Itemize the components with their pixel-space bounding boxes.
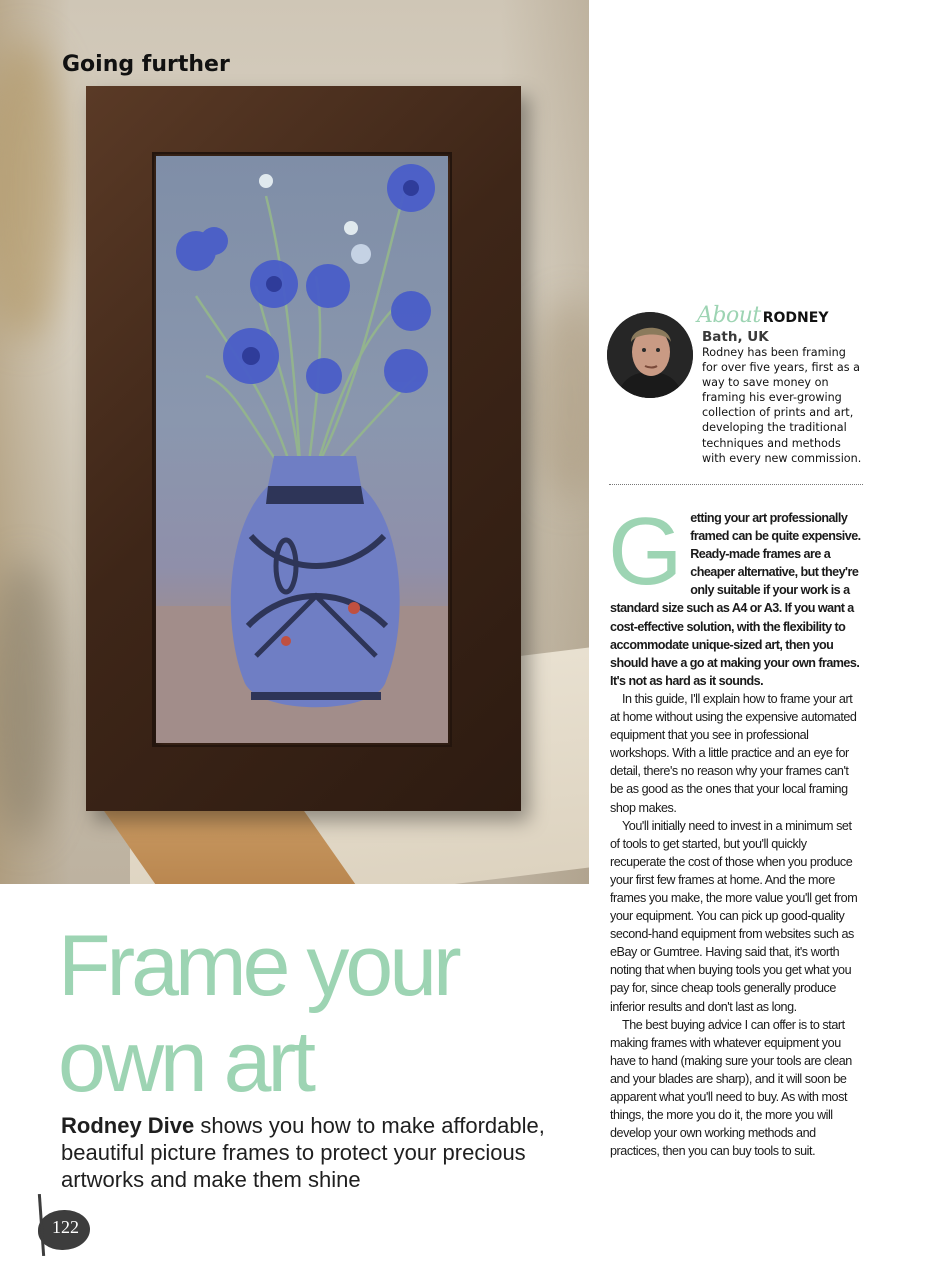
headline-line-1: Frame your bbox=[58, 918, 458, 1014]
article-paragraph: The best buying advice I can offer is to start making frames with whatever equipment you have to hand (making sure your tools are clean and your blades are sharp), and it will soon be apparent what you'll need to buy. As with most things, the more you do it, the more you will develop your own working methods and practices, then you can buy tools to suit. bbox=[610, 1017, 852, 1159]
about-heading bbox=[697, 303, 828, 328]
page-number: 122 bbox=[52, 1217, 79, 1237]
standfirst bbox=[61, 1112, 586, 1193]
hero-photo bbox=[0, 0, 589, 884]
standfirst-text: shows you how to make affordable, beautiful picture frames to protect your precious artworks and make them shine bbox=[61, 1113, 545, 1192]
article-paragraph: In this guide, I'll explain how to frame your art at home without using the expensive automated equipment that you see in professional workshops. With a little practice and an eye for detail, there's no reason why your frames can't be as good as the ones that your local framing shop makes. bbox=[610, 691, 857, 815]
about-script-label: About bbox=[697, 303, 761, 328]
about-location: Bath, UK bbox=[702, 329, 769, 345]
author-avatar bbox=[607, 312, 693, 398]
page-folio bbox=[34, 1194, 94, 1258]
headline bbox=[58, 918, 578, 1110]
divider bbox=[609, 484, 863, 485]
author-name: Rodney Dive bbox=[61, 1113, 195, 1138]
flower-vase-painting bbox=[156, 156, 448, 743]
section-label: Going further bbox=[62, 52, 230, 77]
drop-cap: G bbox=[608, 498, 683, 605]
picture-frame bbox=[86, 86, 521, 811]
article-body bbox=[608, 498, 864, 1160]
about-bio: Rodney has been framing for over five years, first as a way to save money on framing his ever-growing collection of prints and art, developing the traditional techniques and methods with every new commission. bbox=[702, 346, 862, 465]
article-intro: etting your art professionally framed can be quite expensive. Ready-made frames are a cheaper alternative, but they're only suitable if your work is a standard size such as A4 or A3. If you want a cost-effective solution, with the flexibility to accommodate unique-sized art, then you should have a go at making your own frames. It's not as hard as it sounds. bbox=[610, 511, 861, 688]
headline-line-2: own art bbox=[58, 1014, 313, 1110]
about-name: RODNEY bbox=[762, 310, 829, 326]
article-paragraph: You'll initially need to invest in a minimum set of tools to get started, but you'll quickly recuperate the cost of those when you produce your first few frames at home. And the more frames you make, the more value you'll get from your equipment. You can pick up good-quality second-hand equipment from websites such as eBay or Gumtree. Having said that, it's worth noting that when buying tools you get what you pay for, since cheap tools generally produce inferior results and don't last as long. bbox=[610, 818, 858, 1014]
